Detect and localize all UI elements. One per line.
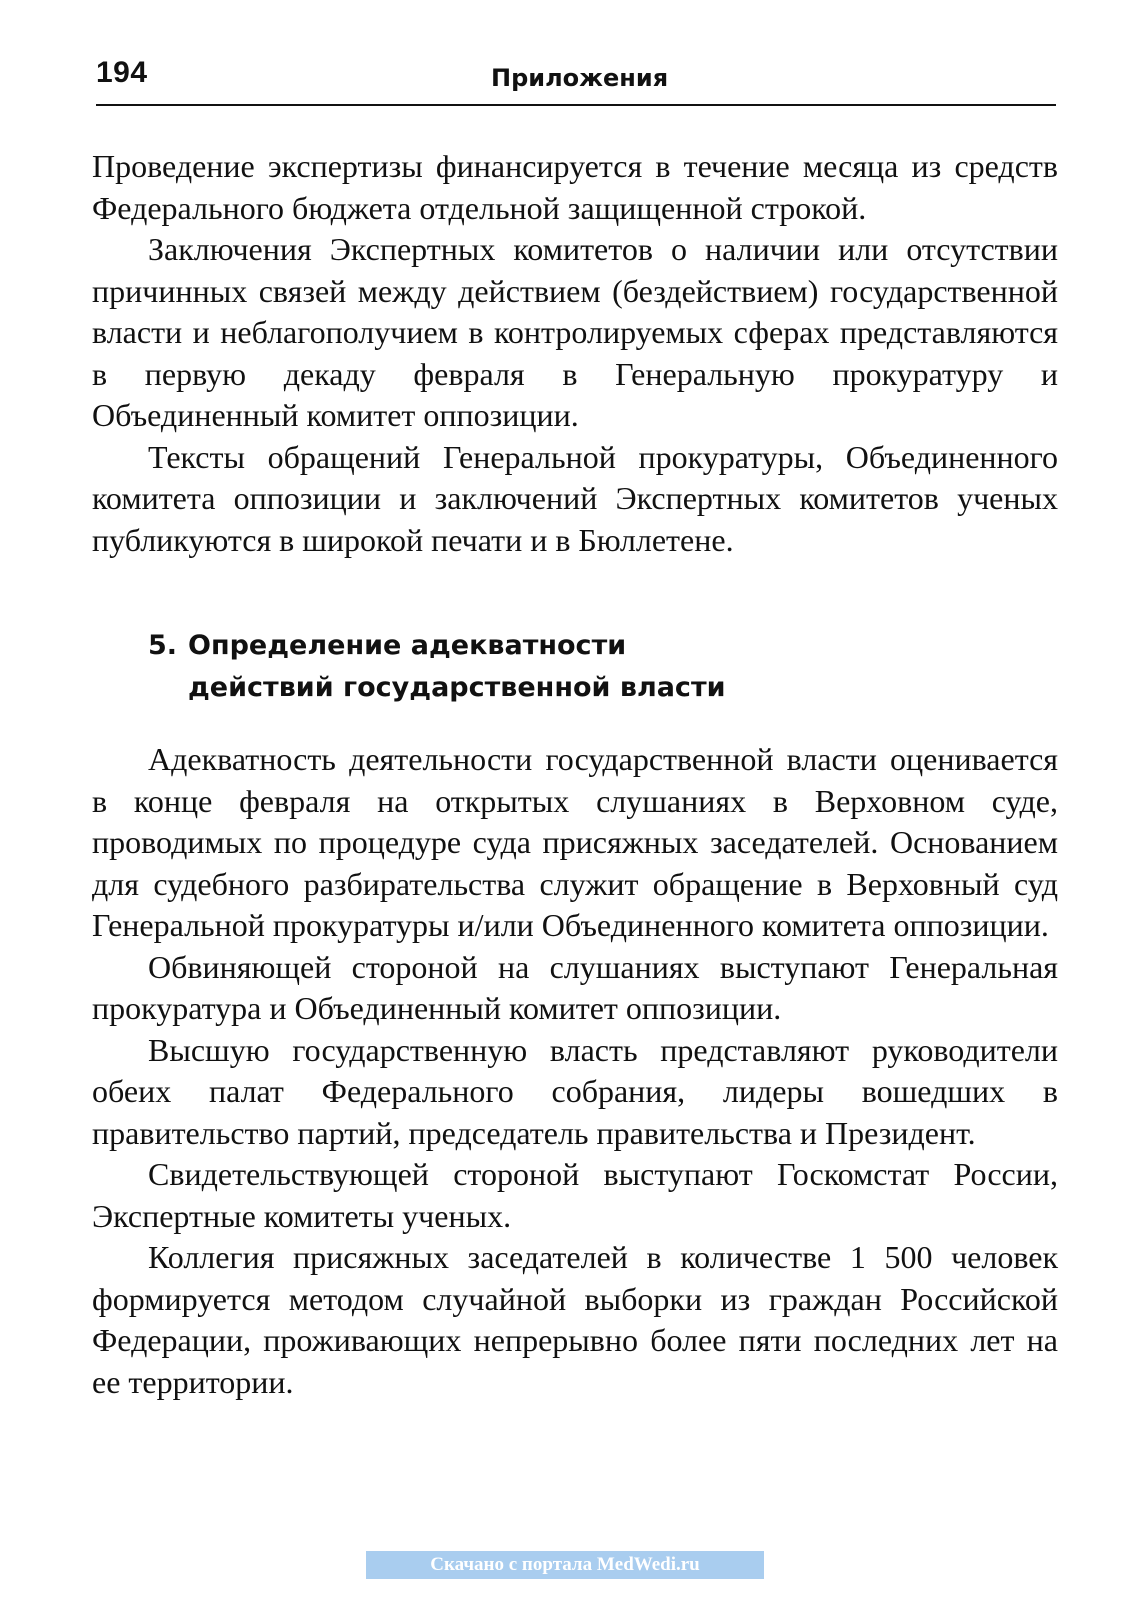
page-header <box>96 56 1056 106</box>
paragraph: Коллегия присяжных заседателей в количестве 1 500 человек формируется методом случайной выборки из граждан Российской Федерации, проживающих непрерывно более пяти последних лет на ее территории. <box>92 1239 1058 1400</box>
paragraph: Адекватность деятельности государственной власти оценивается в конце февраля на открытых слушаниях в Верховном суде, проводимых по процедуре суда присяжных заседателей. Основанием для судебного разбирательства служит обращение в Верховный суд Генеральной прокуратуры и/или Объединенного комитета оппозиции. <box>92 741 1058 943</box>
paragraph: Свидетельствующей стороной выступают Госкомстат России, Экспертные комитеты ученых. <box>92 1156 1058 1234</box>
paragraph: Высшую государственную власть представляют руководители обеих палат Федерального собрания, лидеры вошедших в правительство партий, председатель правительства и Президент. <box>92 1031 1058 1151</box>
page-number: 194 <box>96 56 148 89</box>
paragraph: Обвиняющей стороной на слушаниях выступают Генеральная прокуратура и Объединенный комитет оппозиции. <box>92 948 1058 1026</box>
watermark-banner: Скачано с портала MedWedi.ru <box>366 1551 764 1579</box>
section-number: 5. <box>148 630 178 661</box>
paragraph: Заключения Экспертных комитетов о наличии или отсутствии причинных связей между действием (бездействием) государственной власти и неблагополучием в контролируемых сферах представляются в первую декаду февраля в Генеральную прокуратуру и Объединенный комитет оппозиции. <box>92 231 1058 433</box>
paragraph: Тексты обращений Генеральной прокуратуры, Объединенного комитета оппозиции и заключений Экспертных комитетов ученых публикуются в широкой печати и в Бюллетене. <box>92 438 1058 558</box>
section-heading <box>92 625 1058 709</box>
body-text <box>92 146 1058 1403</box>
running-head: Приложения <box>491 64 669 92</box>
paragraph: Проведение экспертизы финансируется в течение месяца из средств Федерального бюджета отдельной защищенной строкой. <box>92 148 1058 226</box>
section-title: Определение адекватности действий государственной власти <box>188 630 726 703</box>
